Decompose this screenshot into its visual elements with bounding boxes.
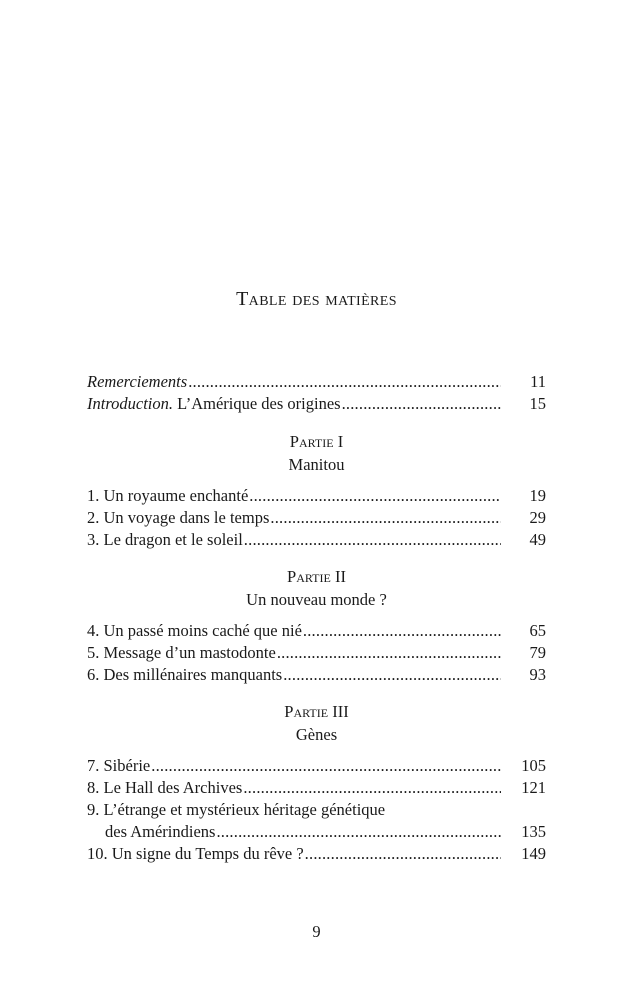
- toc-entry: [87, 844, 546, 866]
- toc-entry-label: 2. Un voyage dans le temps: [87, 508, 270, 527]
- toc-entry-label: 3. Le dragon et le soleil: [87, 530, 243, 549]
- leader-dots: [216, 822, 501, 842]
- part-subtitle: Un nouveau monde ?: [246, 590, 387, 609]
- toc-page-number: 65: [529, 621, 546, 640]
- toc-page-number: 79: [529, 643, 546, 662]
- part-subtitle: Manitou: [288, 455, 345, 474]
- toc-entry: [87, 756, 546, 778]
- part-heading: Partie I: [289, 432, 344, 451]
- page-number: 9: [312, 922, 321, 941]
- toc-entry-line1: [87, 800, 546, 822]
- leader-dots: [270, 508, 501, 528]
- toc-page-number: 121: [521, 778, 546, 797]
- toc-entry-label: 4. Un passé moins caché que nié: [87, 621, 302, 640]
- toc-entry-label: 9. L’étrange et mystérieux héritage génétique: [87, 800, 386, 819]
- leader-dots: [151, 756, 501, 776]
- leader-dots: [243, 778, 501, 798]
- toc-page-number: 49: [529, 530, 546, 549]
- part-heading: Partie II: [287, 567, 346, 586]
- toc-page-number: 135: [521, 822, 546, 841]
- toc-entry-label: 6. Des millénaires manquants: [87, 665, 283, 684]
- toc-page-number: 15: [529, 394, 546, 413]
- leader-dots: [277, 643, 501, 663]
- toc-page-number: 11: [530, 372, 546, 391]
- toc-page-number: 149: [521, 844, 546, 863]
- toc-entry-label-continued: des Amérindiens: [105, 822, 216, 841]
- toc-page-number: 93: [529, 665, 546, 684]
- toc-entry-label: Introduction. L’Amérique des origines: [87, 394, 341, 413]
- toc-entry: [87, 665, 546, 687]
- leader-dots: [303, 621, 501, 641]
- toc-entry-remerciements: [87, 372, 546, 394]
- toc-entry: [87, 778, 546, 800]
- leader-dots: [305, 844, 501, 864]
- part-subtitle: Gènes: [295, 725, 338, 744]
- toc-page-number: 105: [521, 756, 546, 775]
- leader-dots: [283, 665, 501, 685]
- toc-entry-introduction: [87, 394, 546, 416]
- toc-entry-label: Remerciements: [87, 372, 188, 391]
- toc-entry-label: 1. Un royaume enchanté: [87, 486, 249, 505]
- leader-dots: [188, 372, 501, 392]
- toc-page-number: 19: [529, 486, 546, 505]
- toc-entry: [87, 508, 546, 530]
- part-heading: Partie III: [284, 702, 349, 721]
- leader-dots: [244, 530, 501, 550]
- leader-dots: [249, 486, 501, 506]
- toc-entry: [87, 621, 546, 643]
- toc-entry-label: 10. Un signe du Temps du rêve ?: [87, 844, 304, 863]
- toc-entry: [105, 822, 546, 844]
- toc-entry: [87, 530, 546, 552]
- toc-entry-label: 5. Message d’un mastodonte: [87, 643, 276, 662]
- toc-entry: [87, 643, 546, 665]
- toc-entry-label: 8. Le Hall des Archives: [87, 778, 243, 797]
- toc-entry-label: 7. Sibérie: [87, 756, 151, 775]
- toc-page-number: 29: [529, 508, 546, 527]
- leader-dots: [342, 394, 501, 414]
- toc-entry: [87, 486, 546, 508]
- page-title: Table des matières: [236, 288, 397, 310]
